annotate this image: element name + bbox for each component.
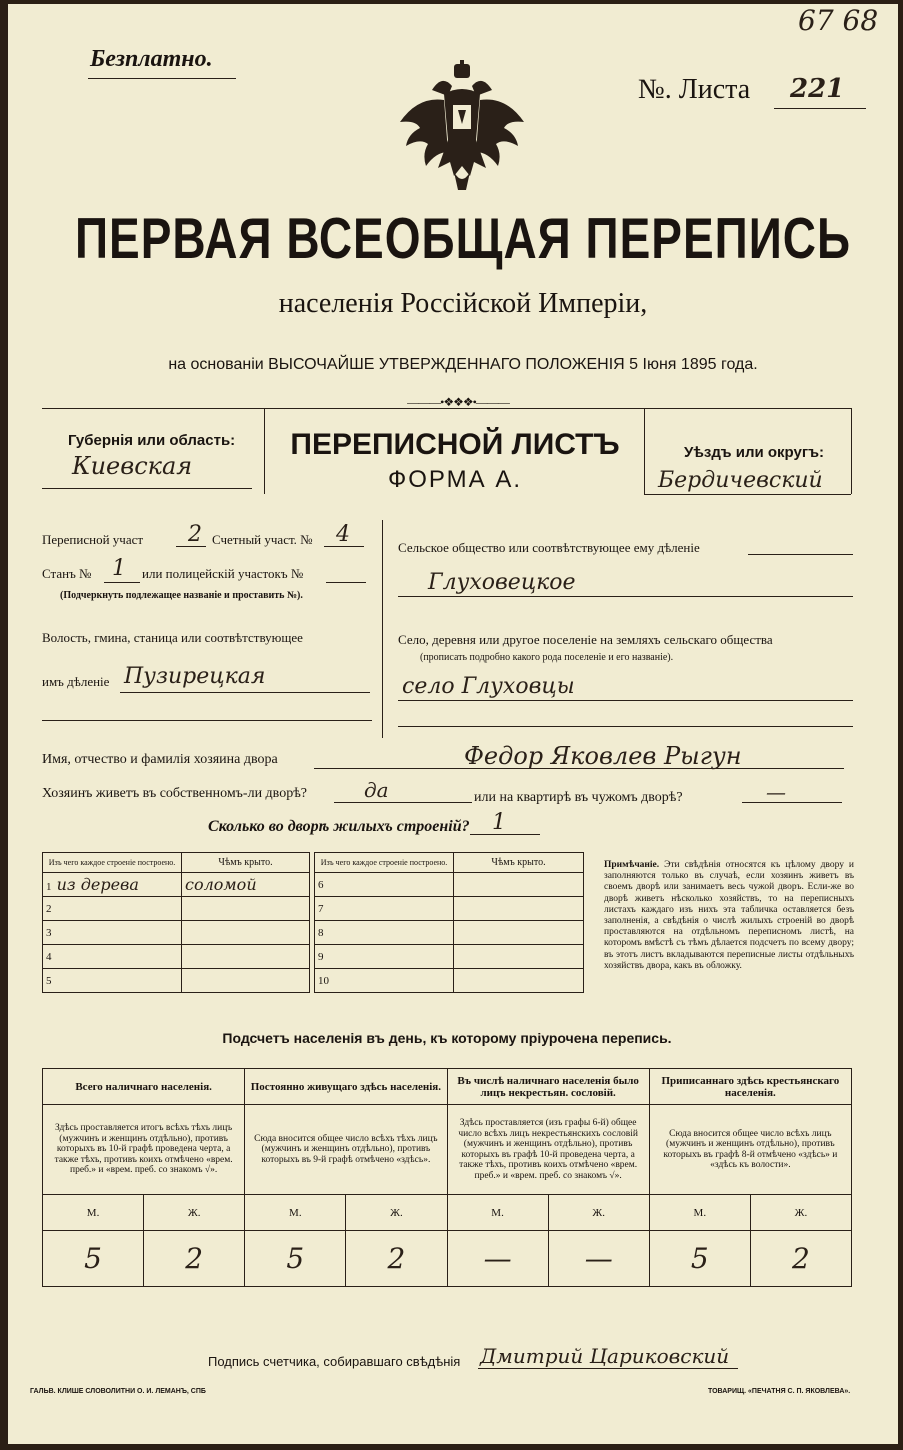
stan-no: 1	[112, 556, 126, 581]
main-title: ПЕРВАЯ ВСЕОБЩАЯ ПЕРЕПИСЬ	[74, 205, 852, 271]
building-roof-1: соломой	[182, 873, 310, 897]
pop-col2-f: 2	[346, 1231, 447, 1287]
population-table	[42, 1068, 852, 1287]
owner-name-value: Федор Яковлев Рыгун	[464, 742, 742, 770]
counting-district-no: 4	[336, 522, 350, 547]
note-block	[604, 860, 854, 972]
stan-label: Станъ №	[42, 566, 92, 581]
building-row-8: 8	[315, 921, 454, 945]
census-district-label: Переписной участ	[42, 532, 144, 547]
volost-label: Волость, гмина, станица или соотвѣтствующее	[42, 630, 303, 645]
building-row-5: 5	[43, 969, 182, 993]
pop-col1-f-label: Ж.	[144, 1195, 245, 1231]
pop-col1-m-label: М.	[43, 1195, 144, 1231]
own-yard-label: Хозяинъ живетъ въ собственномъ-ли дворѣ?	[42, 786, 308, 801]
volost-label-2: имъ дѣленіе	[42, 674, 110, 689]
sheet-title: ПЕРЕПИСНОЙ ЛИСТЪ	[290, 428, 620, 461]
subtitle: населенія Россійской Имперіи,	[278, 288, 648, 319]
village-value: село Глуховцы	[402, 674, 575, 699]
footer-right: ТОВАРИЩ. «ПЕЧАТНЯ С. П. ЯКОВЛЕВА».	[708, 1388, 851, 1395]
building-row-9: 9	[315, 945, 454, 969]
free-label: Безплатно.	[90, 46, 213, 72]
district-label: Уѣздъ или округъ:	[684, 444, 825, 461]
form-title: ФОРМА А.	[388, 466, 522, 493]
pop-col4-m: 5	[649, 1231, 750, 1287]
sheet-label: №. Листа	[638, 74, 751, 105]
rural-society-value: Глуховецкое	[428, 570, 576, 595]
pop-col4-head: Приписаннаго здѣсь крестьянскаго населенія.	[649, 1069, 851, 1105]
owner-name-label: Имя, отчество и фамилія хозяина двора	[42, 752, 278, 767]
ornament-divider: ———•❖❖❖•———	[407, 395, 509, 409]
district-value: Бердичевский	[658, 468, 823, 493]
pop-col2-m-label: М.	[245, 1195, 346, 1231]
pop-col2-desc: Сюда вносится общее число всѣхъ тѣхъ лицъ (мужчинъ и женщинъ отдѣльно), противъ которыхъ въ 9-й графѣ отмѣчено «здѣсь».	[245, 1105, 447, 1195]
province-label: Губернія или область:	[68, 432, 236, 449]
col-roof-header: Чѣмъ крыто.	[182, 853, 310, 873]
pop-col2-f-label: Ж.	[346, 1195, 447, 1231]
population-title: Подсчетъ населенія въ день, къ которому пріурочена перепись.	[222, 1030, 672, 1046]
volost-value: Пузирецкая	[124, 664, 266, 689]
buildings-value: 1	[492, 810, 506, 835]
pop-col4-f-label: Ж.	[750, 1195, 851, 1231]
pop-col3-m-label: М.	[447, 1195, 548, 1231]
archive-marks: 67 68	[798, 4, 879, 37]
col-material-header: Изъ чего каждое строеніе построено.	[43, 853, 182, 873]
census-form-page	[8, 4, 898, 1444]
note-head: Примѣчаніе.	[604, 860, 660, 870]
signature-value: Дмитрий Цариковский	[480, 1344, 730, 1368]
building-row-3: 3	[43, 921, 182, 945]
police-label: или полицейскій участокъ №	[142, 566, 304, 581]
census-district-no: 2	[188, 522, 202, 547]
pop-col3-f: —	[548, 1231, 649, 1287]
pop-col1-f: 2	[144, 1231, 245, 1287]
pop-col1-head: Всего наличнаго населенія.	[43, 1069, 245, 1105]
imperial-eagle-emblem	[392, 60, 532, 200]
building-row-10: 10	[315, 969, 454, 993]
rented-value: —	[766, 780, 786, 804]
buildings-table-left	[42, 852, 310, 993]
village-note: (прописать подробно какого рода поселеніе и его названіе).	[420, 652, 674, 663]
building-row-4: 4	[43, 945, 182, 969]
pop-col4-f: 2	[750, 1231, 851, 1287]
building-row-7: 7	[315, 897, 454, 921]
buildings-label: Сколько во дворѣ жилыхъ строеній?	[208, 818, 470, 835]
footer-left: ГАЛЬВ. КЛИШЕ СЛОВОЛИТНИ О. И. ЛЕМАНЪ, СПБ	[30, 1388, 206, 1395]
col-material-header-right: Изъ чего каждое строеніе построено.	[315, 853, 454, 873]
building-row-2: 2	[43, 897, 182, 921]
pop-col3-head: Въ числѣ наличнаго населенія было лицъ некрестьян. сословій.	[447, 1069, 649, 1105]
counting-district-label: Счетный участ. №	[212, 532, 313, 547]
pop-col2-m: 5	[245, 1231, 346, 1287]
province-value: Киевская	[72, 452, 193, 480]
pop-col1-desc: Здѣсь проставляется итогъ всѣхъ тѣхъ лицъ (мужчинъ и женщинъ отдѣльно), противъ которыхъ въ 10-й графѣ проведена черта, а также тѣхъ, противъ коихъ отмѣчено «врем. преб.» и «врем. преб. со знакомъ √».	[43, 1105, 245, 1195]
buildings-table-right	[314, 852, 584, 993]
pop-col4-desc: Сюда вносится общее число всѣхъ лицъ (мужчинъ и женщинъ отдѣльно), противъ которыхъ въ графѣ 8-й отмѣчено «здѣсь» и «здѣсь къ волости».	[649, 1105, 851, 1195]
basis-line: на основаніи ВЫСОЧАЙШЕ УТВЕРЖДЕННАГО ПОЛОЖЕНІЯ 5 Іюня 1895 года.	[168, 356, 758, 373]
underline-note: (Подчеркнуть подлежащее названіе и проставить №).	[60, 590, 303, 601]
building-material-1: 1 из дерева	[43, 873, 182, 897]
pop-col4-m-label: М.	[649, 1195, 750, 1231]
own-yard-value: да	[364, 778, 389, 802]
rented-label: или на квартирѣ въ чужомъ дворѣ?	[474, 790, 683, 805]
note-text: Эти свѣдѣнія относятся къ цѣлому двору и заполняются только въ случаѣ, если хозяинъ живетъ въ своемъ дворѣ или занимаетъ весь чужой дворъ. Если-же во дворѣ живетъ нѣсколько хозяйствъ, то на переписныхъ листахъ каждаго изъ нихъ эта табличка оставляется безъ заполненія, а свѣдѣнія о числѣ жилыхъ строеній во дворѣ проставляются на отдѣльномъ переписномъ листѣ, на которомъ вмѣстѣ съ тѣмъ дѣлается подсчетъ по всему двору; въ этотъ листъ вкладываются переписные листы отдѣльныхъ хозяйствъ двора, какъ въ обложку.	[604, 860, 855, 971]
sheet-number: 221	[790, 74, 845, 104]
signature-label: Подпись счетчика, собиравшаго свѣдѣнія	[208, 1354, 461, 1369]
col-roof-header-right: Чѣмъ крыто.	[454, 853, 584, 873]
village-label: Село, деревня или другое поселеніе на земляхъ сельскаго общества	[398, 632, 773, 647]
pop-col3-m: —	[447, 1231, 548, 1287]
pop-col2-head: Постоянно живущаго здѣсь населенія.	[245, 1069, 447, 1105]
building-row-6: 6	[315, 873, 454, 897]
pop-col3-desc: Здѣсь проставляется (изъ графы 6-й) общее число всѣхъ лицъ некрестьянскихъ сословій (мужчинъ и женщинъ отдѣльно), противъ которыхъ въ графѣ 10-й проведена черта, а также тѣхъ, противъ коихъ отмѣчено «врем. преб.» и «врем. преб. со знакомъ √».	[447, 1105, 649, 1195]
pop-col3-f-label: Ж.	[548, 1195, 649, 1231]
pop-col1-m: 5	[43, 1231, 144, 1287]
rural-society-label: Сельское общество или соотвѣтствующее ему дѣленіе	[398, 540, 700, 555]
